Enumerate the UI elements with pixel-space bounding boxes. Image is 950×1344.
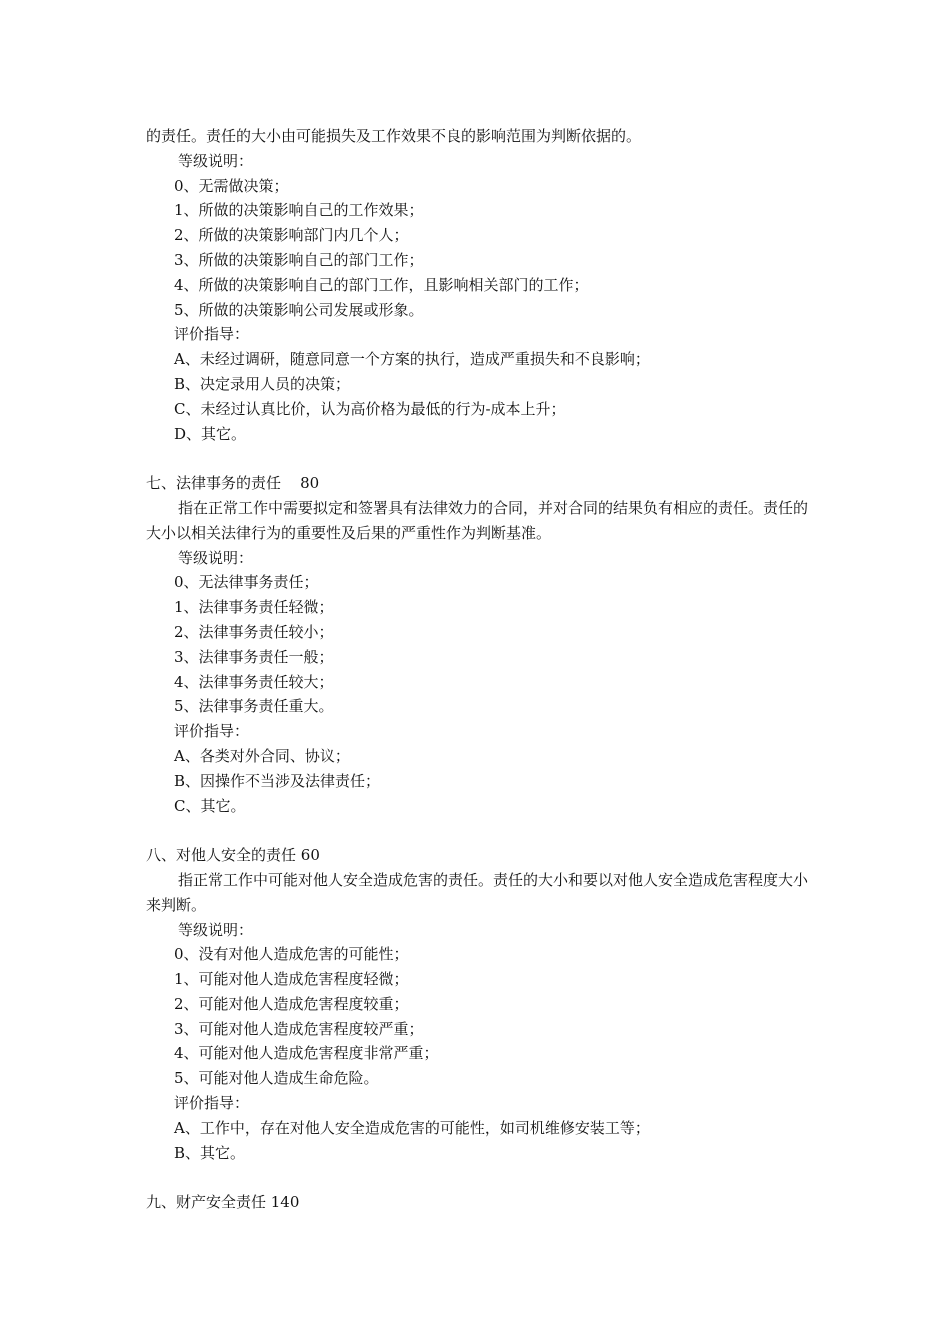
level-item: 4、可能对他人造成危害程度非常严重； bbox=[174, 1044, 439, 1063]
guide-item: B、决定录用人员的决策； bbox=[174, 374, 351, 393]
document-body bbox=[146, 124, 808, 1215]
guide-item: A、未经过调研，随意同意一个方案的执行，造成严重损失和不良影响； bbox=[174, 350, 650, 369]
level-item: 2、所做的决策影响部门内几个人； bbox=[174, 226, 409, 245]
guide-label: 评价指导： bbox=[174, 722, 250, 741]
level-item: 4、所做的决策影响自己的部门工作，且影响相关部门的工作； bbox=[174, 275, 589, 294]
level-item: 1、法律事务责任轻微； bbox=[174, 598, 334, 617]
level-item: 0、无法律事务责任； bbox=[174, 573, 319, 592]
guide-item: B、其它。 bbox=[174, 1143, 246, 1162]
levels-label: 等级说明： bbox=[178, 151, 254, 170]
guide-item: C、其它。 bbox=[174, 796, 246, 815]
section-description: 指在正常工作中需要拟定和签署具有法律效力的合同，并对合同的结果负有相应的责任。责任的大小以相关法律行为的重要性及后果的严重性作为判断基准。 bbox=[146, 498, 809, 542]
paragraph-continuation: 的责任。责任的大小由可能损失及工作效果不良的影响范围为判断依据的。 bbox=[146, 127, 642, 145]
guide-item: B、因操作不当涉及法律责任； bbox=[174, 771, 381, 790]
level-item: 5、法律事务责任重大。 bbox=[174, 697, 334, 716]
section-description: 指正常工作中可能对他人安全造成危害的责任。责任的大小和要以对他人安全造成危害程度大小来判断。 bbox=[146, 870, 809, 914]
guide-item: A、各类对外合同、协议； bbox=[174, 746, 350, 765]
level-item: 5、可能对他人造成生命危险。 bbox=[174, 1069, 379, 1088]
section-heading: 九、财产安全责任 140 bbox=[146, 1193, 300, 1212]
section-heading: 八、对他人安全的责任 60 bbox=[146, 846, 320, 865]
guide-item: A、工作中，存在对他人安全造成危害的可能性，如司机维修安装工等； bbox=[174, 1118, 650, 1137]
guide-item: C、未经过认真比价，认为高价格为最低的行为-成本上升； bbox=[174, 399, 566, 418]
level-item: 0、无需做决策； bbox=[174, 176, 289, 195]
level-item: 1、可能对他人造成危害程度轻微； bbox=[174, 970, 409, 989]
section-heading: 七、法律事务的责任 80 bbox=[146, 474, 320, 493]
guide-item: D、其它。 bbox=[174, 424, 247, 443]
levels-label: 等级说明： bbox=[178, 920, 254, 939]
level-item: 0、没有对他人造成危害的可能性； bbox=[174, 945, 409, 964]
level-item: 2、法律事务责任较小； bbox=[174, 622, 334, 641]
section-gap bbox=[146, 1165, 808, 1190]
level-item: 1、所做的决策影响自己的工作效果； bbox=[174, 201, 424, 220]
level-item: 5、所做的决策影响公司发展或形象。 bbox=[174, 300, 424, 319]
level-item: 4、法律事务责任较大； bbox=[174, 672, 334, 691]
guide-label: 评价指导： bbox=[174, 325, 250, 344]
level-item: 2、可能对他人造成危害程度较重； bbox=[174, 994, 409, 1013]
section-gap bbox=[146, 446, 808, 471]
level-item: 3、法律事务责任一般； bbox=[174, 647, 334, 666]
section-gap bbox=[146, 818, 808, 843]
guide-label: 评价指导： bbox=[174, 1094, 250, 1113]
levels-label: 等级说明： bbox=[178, 548, 254, 567]
level-item: 3、所做的决策影响自己的部门工作； bbox=[174, 250, 424, 269]
level-item: 3、可能对他人造成危害程度较严重； bbox=[174, 1019, 424, 1038]
